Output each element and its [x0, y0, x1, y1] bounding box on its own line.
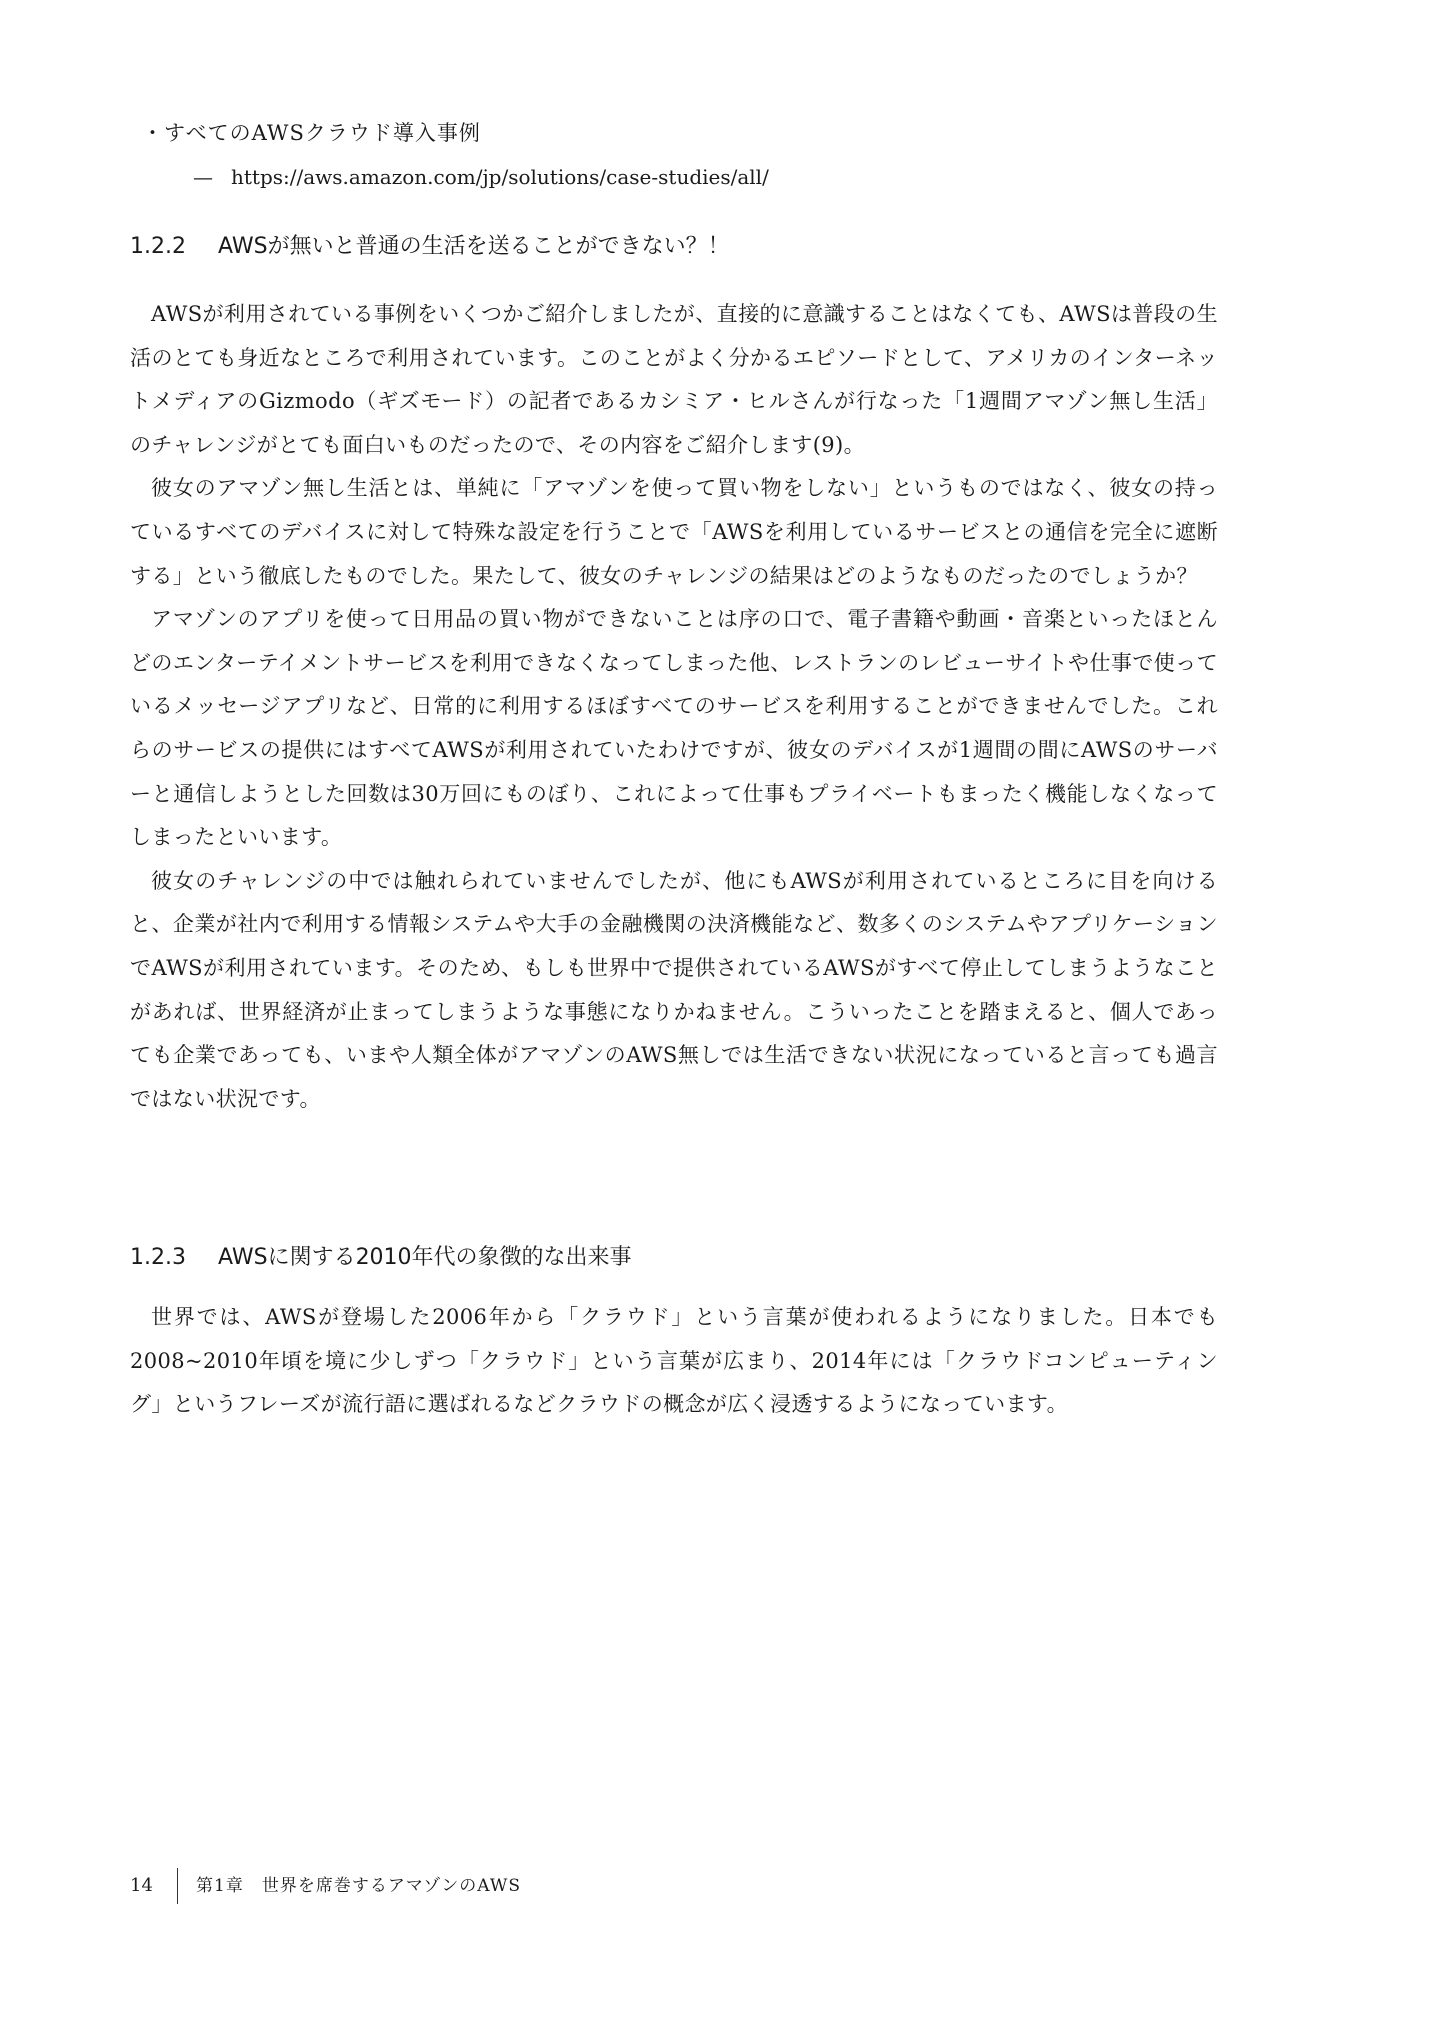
paragraph: 彼女のアマゾン無し生活とは、単純に「アマゾンを使って買い物をしない」というものではなく、彼女の持っているすべてのデバイスに対して特殊な設定を行うことで「AWSを利用しているサービスとの通信を完全に遮断する」という徹底したものでした。果たして、彼女のチャレンジの結果はどのようなものだったのでしょうか？ — [130, 476, 1218, 588]
running-chapter-title: 第1章 世界を席巻するアマゾンのAWS — [196, 1876, 522, 1896]
page-number: 14 — [130, 1875, 153, 1896]
section-number: 1.2.2 — [130, 234, 186, 259]
section-heading-1-2-3 — [130, 1243, 632, 1273]
section-number: 1.2.3 — [130, 1245, 186, 1270]
section-heading-1-2-2 — [130, 232, 730, 262]
reference-url[interactable]: https://aws.amazon.com/jp/solutions/case-studies/all/ — [231, 165, 769, 189]
paragraph: 彼女のチャレンジの中では触れられていませんでしたが、他にもAWSが利用されているところに目を向けると、企業が社内で利用する情報システムや大手の金融機関の決済機能など、数多くのシステムやアプリケーションでAWSが利用されています。そのため、もしも世界中で提供されているAWSがすべて停止してしまうようなことがあれば、世界経済が止まってしまうような事態になりかねません。こういったことを踏まえると、個人であっても企業であっても、いまや人類全体がアマゾンのAWS無しでは生活できない状況になっていると言っても過言ではない状況です。 — [130, 868, 1218, 1111]
dash-mark: — — [193, 165, 213, 189]
reference-bullet: ・すべてのAWSクラウド導入事例 — [142, 121, 481, 145]
section-title: AWSが無いと普通の生活を送ることができない？！ — [218, 234, 730, 259]
reference-url-line — [193, 162, 769, 192]
section-body-1-2-3 — [130, 1296, 1218, 1427]
paragraph: AWSが利用されている事例をいくつかご紹介しましたが、直接的に意識することはなくても、AWSは普段の生活のとても身近なところで利用されています。このことがよく分かるエピソードとして、アメリカのインターネットメディアのGizmodo（ギズモード）の記者であるカシミア・ヒルさんが行なった「1週間アマゾン無し生活」のチャレンジがとても面白いものだったので、その内容をご紹介します(9)。 — [130, 302, 1218, 457]
paragraph: 世界では、AWSが登場した2006年から「クラウド」という言葉が使われるようになりました。日本でも2008~2010年頃を境に少しずつ「クラウド」という言葉が広まり、2014年には「クラウドコンピューティング」というフレーズが流行語に選ばれるなどクラウドの概念が広く浸透するようになっています。 — [130, 1305, 1218, 1417]
section-title: AWSに関する2010年代の象徴的な出来事 — [218, 1245, 632, 1270]
section-body-1-2-2 — [130, 293, 1218, 1121]
footer-divider — [177, 1868, 178, 1904]
paragraph: アマゾンのアプリを使って日用品の買い物ができないことは序の口で、電子書籍や動画・音楽といったほとんどのエンターテイメントサービスを利用できなくなってしまった他、レストランのレビューサイトや仕事で使っているメッセージアプリなど、日常的に利用するほぼすべてのサービスを利用することができませんでした。これらのサービスの提供にはすべてAWSが利用されていたわけですが、彼女のデバイスが1週間の間にAWSのサーバーと通信しようとした回数は30万回にものぼり、これによって仕事もプライベートもまったく機能しなくなってしまったといいます。 — [130, 607, 1218, 850]
